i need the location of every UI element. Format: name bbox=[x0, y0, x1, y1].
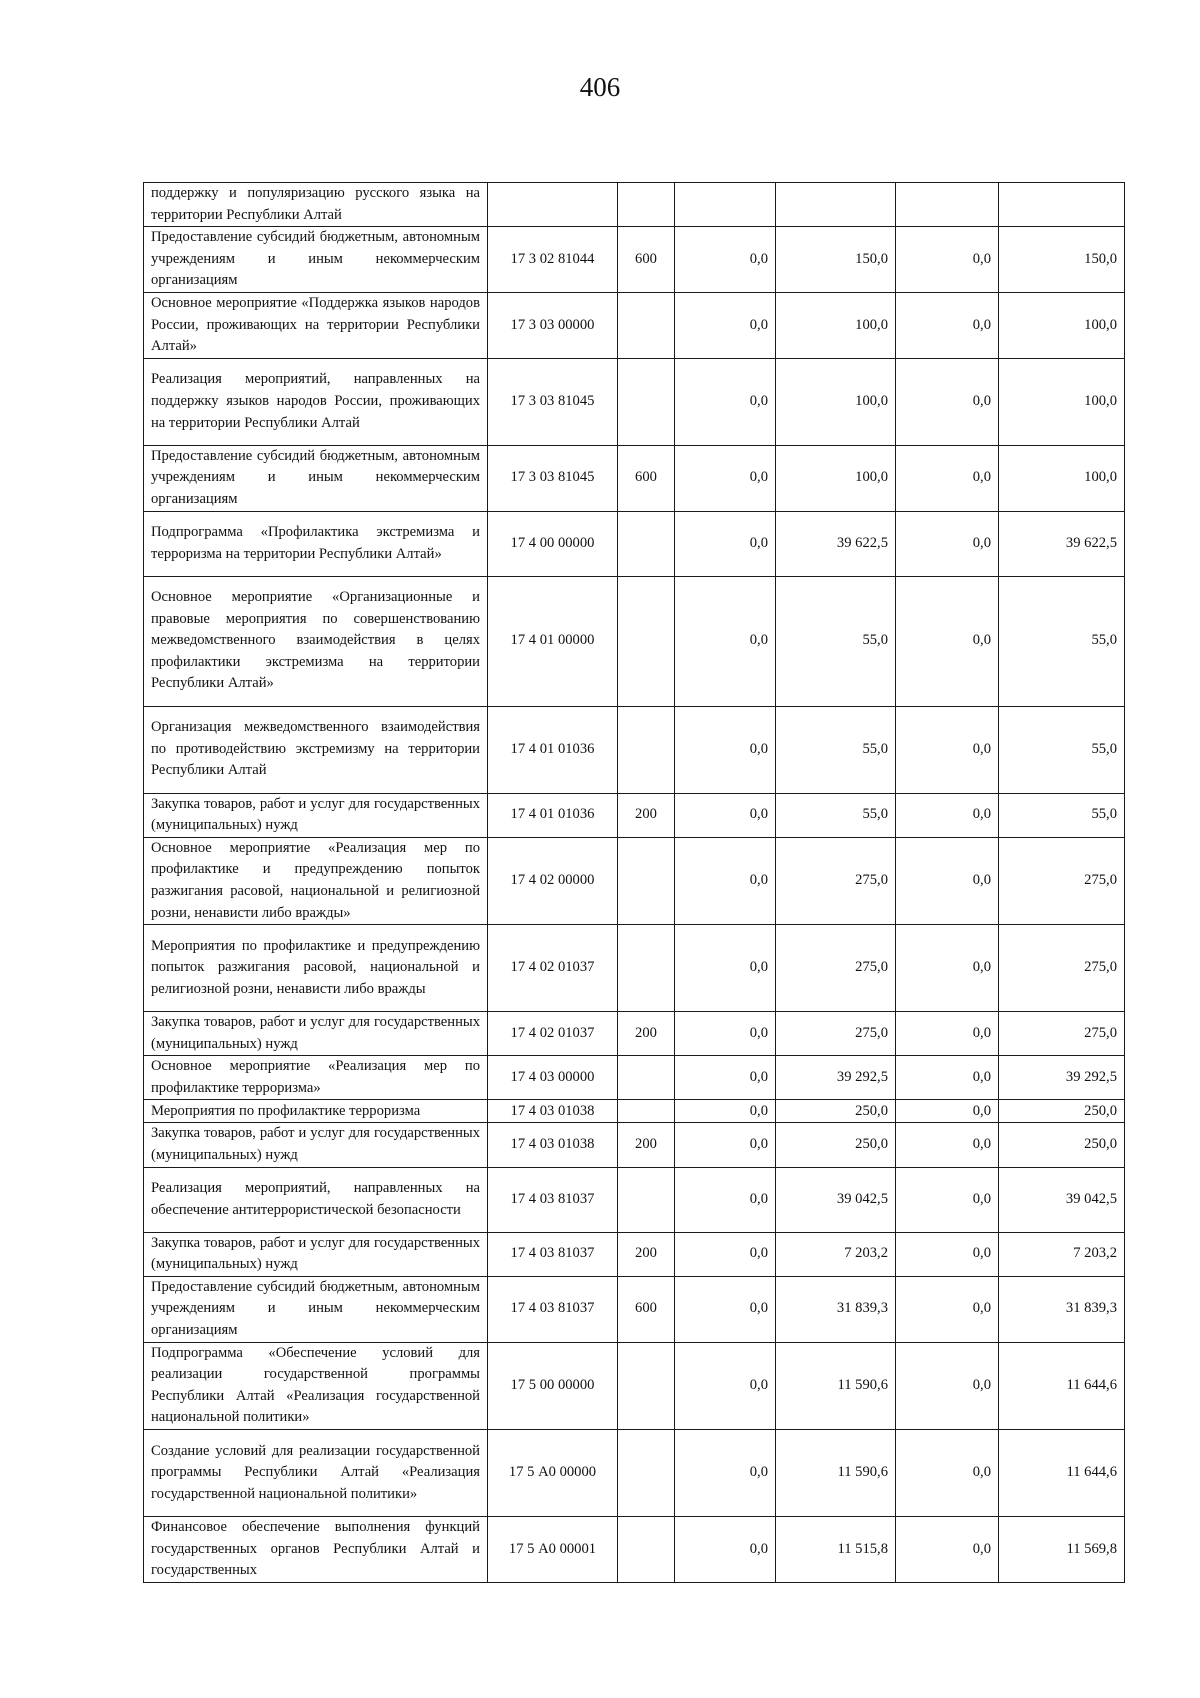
row-value-2: 250,0 bbox=[776, 1100, 896, 1123]
row-code: 17 3 02 81044 bbox=[488, 227, 618, 293]
row-name: Реализация мероприятий, направленных на поддержку языков народов России, проживающих на территории Республики Алтай bbox=[144, 358, 488, 445]
page-number: 406 bbox=[579, 72, 621, 102]
row-code: 17 4 03 01038 bbox=[488, 1100, 618, 1123]
table-row bbox=[144, 1167, 1125, 1232]
row-value-2: 100,0 bbox=[776, 445, 896, 511]
row-value-3: 0,0 bbox=[896, 793, 999, 837]
table-row bbox=[144, 1056, 1125, 1100]
row-code: 17 4 03 81037 bbox=[488, 1232, 618, 1276]
row-code: 17 4 02 01037 bbox=[488, 925, 618, 1012]
row-value-3: 0,0 bbox=[896, 1012, 999, 1056]
row-value-1: 0,0 bbox=[675, 576, 776, 706]
row-vr bbox=[618, 1100, 675, 1123]
row-value-2: 100,0 bbox=[776, 358, 896, 445]
table-body bbox=[144, 183, 1125, 1583]
row-value-2: 39 042,5 bbox=[776, 1167, 896, 1232]
row-value-2: 275,0 bbox=[776, 1012, 896, 1056]
row-code: 17 4 03 01038 bbox=[488, 1123, 618, 1167]
row-value-3: 0,0 bbox=[896, 1100, 999, 1123]
table-row bbox=[144, 925, 1125, 1012]
row-name: Реализация мероприятий, направленных на обеспечение антитеррористической безопасности bbox=[144, 1167, 488, 1232]
row-value-1: 0,0 bbox=[675, 445, 776, 511]
row-code: 17 5 А0 00001 bbox=[488, 1517, 618, 1583]
row-value-4: 275,0 bbox=[999, 925, 1125, 1012]
row-vr bbox=[618, 1342, 675, 1429]
table-row bbox=[144, 445, 1125, 511]
row-value-3: 0,0 bbox=[896, 925, 999, 1012]
row-name: поддержку и популяризацию русского языка на территории Республики Алтай bbox=[144, 183, 488, 227]
row-value-3: 0,0 bbox=[896, 1342, 999, 1429]
row-value-3: 0,0 bbox=[896, 1517, 999, 1583]
row-value-4: 55,0 bbox=[999, 576, 1125, 706]
row-name: Закупка товаров, работ и услуг для государственных (муниципальных) нужд bbox=[144, 1012, 488, 1056]
row-vr: 200 bbox=[618, 1123, 675, 1167]
row-value-2: 11 590,6 bbox=[776, 1342, 896, 1429]
row-value-1: 0,0 bbox=[675, 1430, 776, 1517]
row-value-3: 0,0 bbox=[896, 837, 999, 924]
row-value-1: 0,0 bbox=[675, 1276, 776, 1342]
budget-table bbox=[143, 182, 1125, 1583]
row-value-3 bbox=[896, 183, 999, 227]
row-value-3: 0,0 bbox=[896, 1123, 999, 1167]
row-value-1: 0,0 bbox=[675, 837, 776, 924]
row-value-1: 0,0 bbox=[675, 1123, 776, 1167]
row-value-3: 0,0 bbox=[896, 1232, 999, 1276]
table-row bbox=[144, 1100, 1125, 1123]
row-value-3: 0,0 bbox=[896, 706, 999, 793]
row-code: 17 4 02 00000 bbox=[488, 837, 618, 924]
table-row bbox=[144, 837, 1125, 924]
row-name: Основное мероприятие «Реализация мер по профилактике терроризма» bbox=[144, 1056, 488, 1100]
row-vr: 200 bbox=[618, 1012, 675, 1056]
row-value-4: 7 203,2 bbox=[999, 1232, 1125, 1276]
row-value-2: 11 515,8 bbox=[776, 1517, 896, 1583]
row-value-2: 39 292,5 bbox=[776, 1056, 896, 1100]
row-vr bbox=[618, 183, 675, 227]
row-name: Предоставление субсидий бюджетным, автономным учреждениям и иным некоммерческим организациям bbox=[144, 227, 488, 293]
row-value-1: 0,0 bbox=[675, 292, 776, 358]
row-value-4: 55,0 bbox=[999, 793, 1125, 837]
row-value-2: 39 622,5 bbox=[776, 511, 896, 576]
row-value-1: 0,0 bbox=[675, 793, 776, 837]
row-vr bbox=[618, 576, 675, 706]
row-code: 17 4 01 01036 bbox=[488, 706, 618, 793]
table-row bbox=[144, 1430, 1125, 1517]
row-code: 17 3 03 00000 bbox=[488, 292, 618, 358]
row-vr bbox=[618, 1517, 675, 1583]
row-value-4 bbox=[999, 183, 1125, 227]
row-value-1: 0,0 bbox=[675, 1232, 776, 1276]
table-row bbox=[144, 227, 1125, 293]
row-value-4: 250,0 bbox=[999, 1123, 1125, 1167]
row-name: Основное мероприятие «Поддержка языков народов России, проживающих на территории Республики Алтай» bbox=[144, 292, 488, 358]
row-value-3: 0,0 bbox=[896, 445, 999, 511]
row-code: 17 3 03 81045 bbox=[488, 445, 618, 511]
table-row bbox=[144, 511, 1125, 576]
row-value-1: 0,0 bbox=[675, 1056, 776, 1100]
row-name: Мероприятия по профилактике терроризма bbox=[144, 1100, 488, 1123]
table-row bbox=[144, 1342, 1125, 1429]
row-value-4: 55,0 bbox=[999, 706, 1125, 793]
row-code: 17 4 00 00000 bbox=[488, 511, 618, 576]
row-value-1: 0,0 bbox=[675, 1517, 776, 1583]
row-value-3: 0,0 bbox=[896, 576, 999, 706]
row-value-2: 7 203,2 bbox=[776, 1232, 896, 1276]
row-value-2: 31 839,3 bbox=[776, 1276, 896, 1342]
table-row bbox=[144, 1276, 1125, 1342]
row-value-1: 0,0 bbox=[675, 1342, 776, 1429]
row-value-1: 0,0 bbox=[675, 511, 776, 576]
row-value-4: 100,0 bbox=[999, 445, 1125, 511]
row-value-2: 275,0 bbox=[776, 837, 896, 924]
table-row bbox=[144, 576, 1125, 706]
row-code: 17 4 03 81037 bbox=[488, 1276, 618, 1342]
row-vr bbox=[618, 511, 675, 576]
row-vr bbox=[618, 358, 675, 445]
row-vr bbox=[618, 1167, 675, 1232]
table-row bbox=[144, 358, 1125, 445]
row-name: Закупка товаров, работ и услуг для государственных (муниципальных) нужд bbox=[144, 1123, 488, 1167]
row-value-1: 0,0 bbox=[675, 1167, 776, 1232]
row-value-3: 0,0 bbox=[896, 511, 999, 576]
table-row bbox=[144, 1012, 1125, 1056]
row-value-4: 275,0 bbox=[999, 837, 1125, 924]
row-value-1: 0,0 bbox=[675, 227, 776, 293]
row-name: Организация межведомственного взаимодействия по противодействию экстремизму на территории Республики Алтай bbox=[144, 706, 488, 793]
row-value-3: 0,0 bbox=[896, 1430, 999, 1517]
row-code bbox=[488, 183, 618, 227]
row-vr: 200 bbox=[618, 1232, 675, 1276]
row-value-2: 100,0 bbox=[776, 292, 896, 358]
row-vr: 600 bbox=[618, 1276, 675, 1342]
row-value-1: 0,0 bbox=[675, 358, 776, 445]
row-vr bbox=[618, 1056, 675, 1100]
row-name: Основное мероприятие «Реализация мер по профилактике и предупреждению попыток разжигания расовой, национальной и религиозной розни, ненависти либо вражды» bbox=[144, 837, 488, 924]
row-value-4: 39 622,5 bbox=[999, 511, 1125, 576]
row-value-3: 0,0 bbox=[896, 1056, 999, 1100]
row-code: 17 4 01 00000 bbox=[488, 576, 618, 706]
row-name: Подпрограмма «Профилактика экстремизма и терроризма на территории Республики Алтай» bbox=[144, 511, 488, 576]
row-value-4: 275,0 bbox=[999, 1012, 1125, 1056]
row-value-2: 275,0 bbox=[776, 925, 896, 1012]
row-value-2: 11 590,6 bbox=[776, 1430, 896, 1517]
table-row bbox=[144, 183, 1125, 227]
row-value-2: 55,0 bbox=[776, 793, 896, 837]
row-value-4: 31 839,3 bbox=[999, 1276, 1125, 1342]
row-vr: 600 bbox=[618, 227, 675, 293]
row-value-3: 0,0 bbox=[896, 1276, 999, 1342]
row-value-4: 11 569,8 bbox=[999, 1517, 1125, 1583]
row-code: 17 5 А0 00000 bbox=[488, 1430, 618, 1517]
row-name: Закупка товаров, работ и услуг для государственных (муниципальных) нужд bbox=[144, 793, 488, 837]
row-name: Закупка товаров, работ и услуг для государственных (муниципальных) нужд bbox=[144, 1232, 488, 1276]
row-value-2: 250,0 bbox=[776, 1123, 896, 1167]
row-value-1: 0,0 bbox=[675, 706, 776, 793]
row-name: Создание условий для реализации государственной программы Республики Алтай «Реализация государственной национальной политики» bbox=[144, 1430, 488, 1517]
table-row bbox=[144, 1123, 1125, 1167]
table-row bbox=[144, 793, 1125, 837]
row-name: Мероприятия по профилактике и предупреждению попыток разжигания расовой, национальной и религиозной розни, ненависти либо вражды bbox=[144, 925, 488, 1012]
row-value-4: 250,0 bbox=[999, 1100, 1125, 1123]
row-code: 17 4 03 00000 bbox=[488, 1056, 618, 1100]
table-row bbox=[144, 706, 1125, 793]
row-value-2: 150,0 bbox=[776, 227, 896, 293]
row-value-3: 0,0 bbox=[896, 358, 999, 445]
row-name: Основное мероприятие «Организационные и правовые мероприятия по совершенствованию межведомственного взаимодействия в целях профилактики экстремизма на территории Республики Алтай» bbox=[144, 576, 488, 706]
row-value-2 bbox=[776, 183, 896, 227]
row-value-4: 100,0 bbox=[999, 292, 1125, 358]
row-code: 17 4 03 81037 bbox=[488, 1167, 618, 1232]
row-vr bbox=[618, 1430, 675, 1517]
row-vr bbox=[618, 706, 675, 793]
row-value-3: 0,0 bbox=[896, 1167, 999, 1232]
row-value-1 bbox=[675, 183, 776, 227]
row-vr bbox=[618, 837, 675, 924]
row-value-1: 0,0 bbox=[675, 925, 776, 1012]
table-row bbox=[144, 1232, 1125, 1276]
row-code: 17 3 03 81045 bbox=[488, 358, 618, 445]
row-name: Финансовое обеспечение выполнения функций государственных органов Республики Алтай и государственных bbox=[144, 1517, 488, 1583]
row-code: 17 5 00 00000 bbox=[488, 1342, 618, 1429]
row-vr: 600 bbox=[618, 445, 675, 511]
table-row bbox=[144, 1517, 1125, 1583]
row-vr bbox=[618, 925, 675, 1012]
row-value-4: 39 292,5 bbox=[999, 1056, 1125, 1100]
row-name: Предоставление субсидий бюджетным, автономным учреждениям и иным некоммерческим организациям bbox=[144, 1276, 488, 1342]
row-code: 17 4 01 01036 bbox=[488, 793, 618, 837]
row-code: 17 4 02 01037 bbox=[488, 1012, 618, 1056]
row-name: Предоставление субсидий бюджетным, автономным учреждениям и иным некоммерческим организациям bbox=[144, 445, 488, 511]
row-value-4: 150,0 bbox=[999, 227, 1125, 293]
table-row bbox=[144, 292, 1125, 358]
row-vr: 200 bbox=[618, 793, 675, 837]
row-value-4: 11 644,6 bbox=[999, 1430, 1125, 1517]
row-value-2: 55,0 bbox=[776, 706, 896, 793]
row-value-4: 39 042,5 bbox=[999, 1167, 1125, 1232]
row-value-4: 100,0 bbox=[999, 358, 1125, 445]
row-value-1: 0,0 bbox=[675, 1100, 776, 1123]
row-value-3: 0,0 bbox=[896, 292, 999, 358]
row-value-3: 0,0 bbox=[896, 227, 999, 293]
row-name: Подпрограмма «Обеспечение условий для реализации государственной программы Республики Алтай «Реализация государственной национальной политики» bbox=[144, 1342, 488, 1429]
row-value-1: 0,0 bbox=[675, 1012, 776, 1056]
row-value-2: 55,0 bbox=[776, 576, 896, 706]
row-value-4: 11 644,6 bbox=[999, 1342, 1125, 1429]
row-vr bbox=[618, 292, 675, 358]
